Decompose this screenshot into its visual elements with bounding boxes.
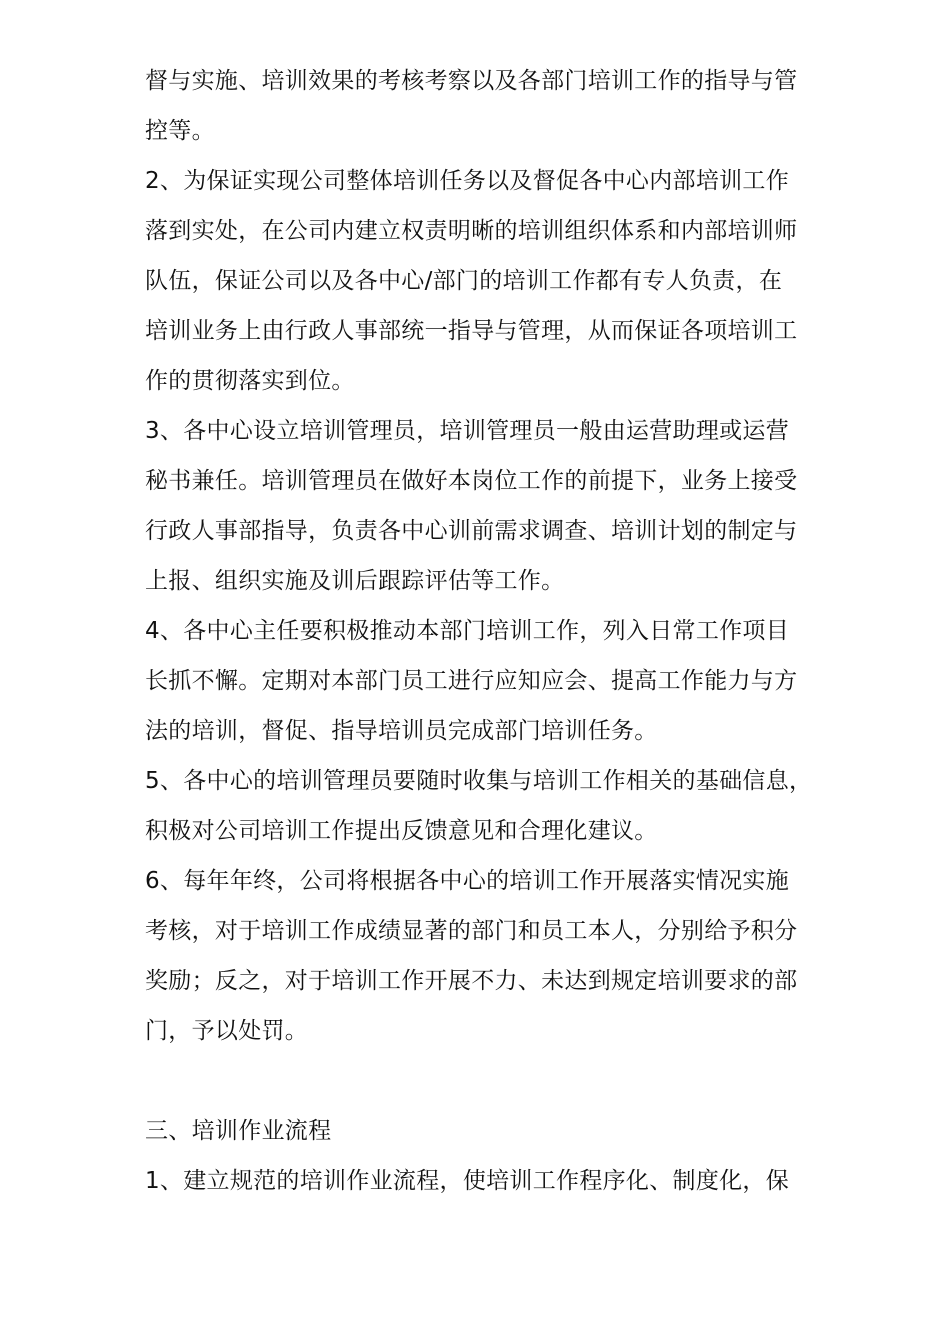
text-line: 行政人事部指导，负责各中心训前需求调查、培训计划的制定与 — [145, 518, 798, 544]
text-line: 考核，对于培训工作成绩显著的部门和员工本人，分别给予积分 — [145, 918, 798, 944]
text-line: 门，予以处罚。 — [145, 1018, 309, 1044]
paragraph-3-line: 3、各中心设立培训管理员，培训管理员一般由运营助理或运营 — [145, 418, 790, 444]
section-heading: 三、培训作业流程 — [145, 1118, 332, 1144]
text-line: 长抓不懈。定期对本部门员工进行应知应会、提高工作能力与方 — [145, 668, 798, 694]
text-line: 督与实施、培训效果的考核考察以及各部门培训工作的指导与管 — [145, 68, 798, 94]
paragraph-2-line: 2、为保证实现公司整体培训任务以及督促各中心内部培训工作 — [145, 168, 790, 194]
paragraph-6-line: 6、每年年终，公司将根据各中心的培训工作开展落实情况实施 — [145, 868, 790, 894]
text-line: 奖励；反之，对于培训工作开展不力、未达到规定培训要求的部 — [145, 968, 798, 994]
paragraph-1-line: 1、建立规范的培训作业流程，使培训工作程序化、制度化，保 — [145, 1168, 790, 1194]
paragraph-4-line: 4、各中心主任要积极推动本部门培训工作，列入日常工作项目 — [145, 618, 790, 644]
text-line: 控等。 — [145, 118, 215, 144]
text-line: 队伍，保证公司以及各中心/部门的培训工作都有专人负责，在 — [145, 268, 783, 294]
text-line: 积极对公司培训工作提出反馈意见和合理化建议。 — [145, 818, 658, 844]
text-line: 培训业务上由行政人事部统一指导与管理，从而保证各项培训工 — [145, 318, 798, 344]
text-line: 秘书兼任。培训管理员在做好本岗位工作的前提下，业务上接受 — [145, 468, 798, 494]
text-line: 法的培训，督促、指导培训员完成部门培训任务。 — [145, 718, 658, 744]
text-line: 上报、组织实施及训后跟踪评估等工作。 — [145, 568, 565, 594]
text-line: 作的贯彻落实到位。 — [145, 368, 355, 394]
text-line: 落到实处，在公司内建立权责明晰的培训组织体系和内部培训师 — [145, 218, 798, 244]
paragraph-5-line: 5、各中心的培训管理员要随时收集与培训工作相关的基础信息， — [145, 768, 813, 794]
